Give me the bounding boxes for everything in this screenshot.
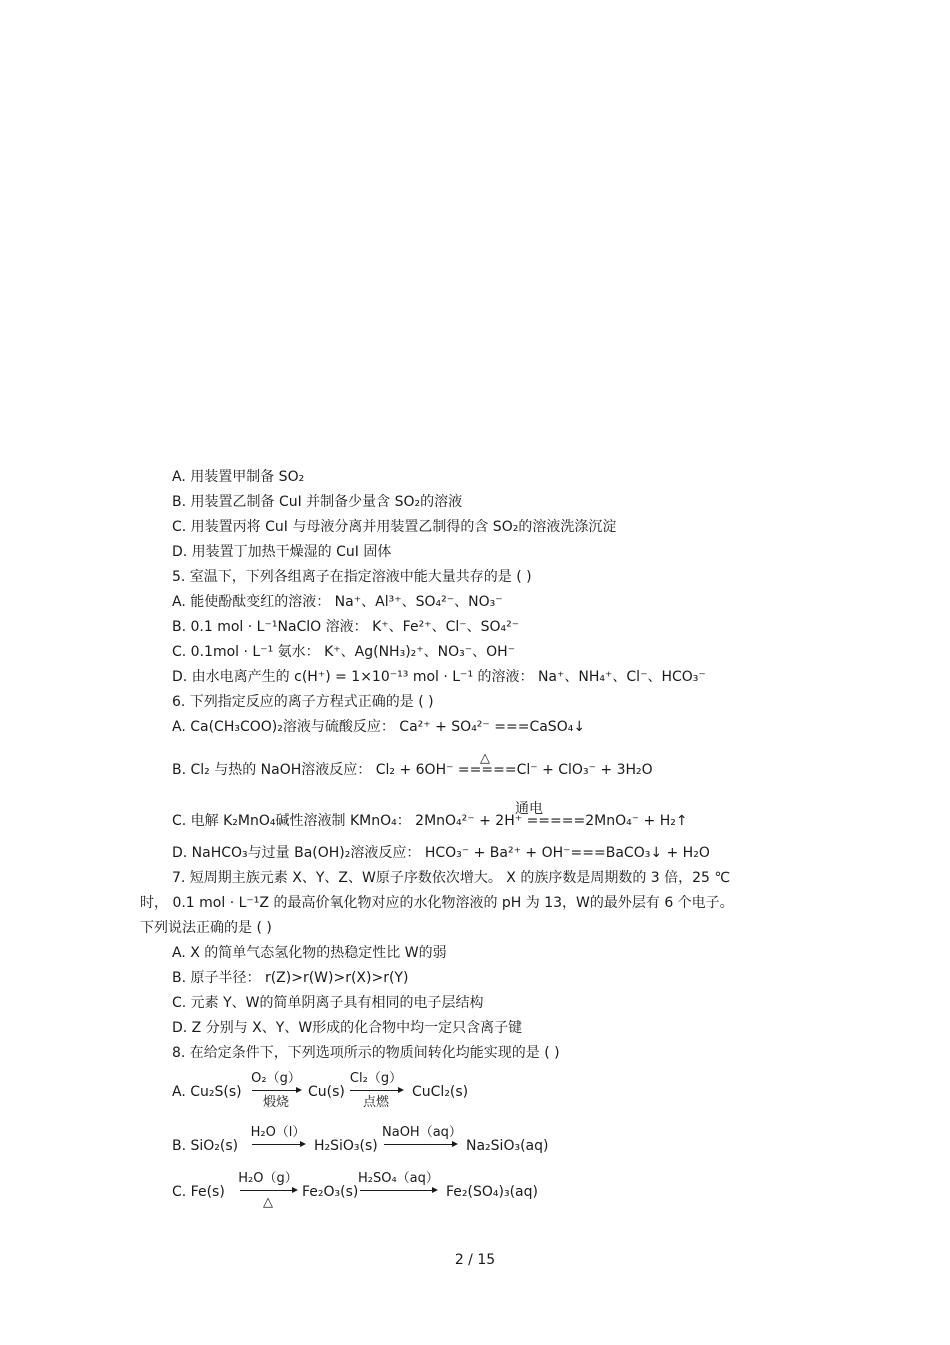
page-number: 2 / 15 xyxy=(454,1252,496,1268)
q8-b-arrow-1-top: H₂O（l） xyxy=(250,1125,306,1140)
question-7-stem-2: 时， 0.1 mol · L⁻¹Z 的最高价氧化物对应的水化物溶液的 pH 为 13，W的最外层有 6 个电子。 xyxy=(140,895,734,911)
q6-option-b: B. Cl₂ 与热的 NaOH溶液反应： Cl₂ + 6OH⁻ =====Cl⁻ + ClO₃⁻ + 3H₂O xyxy=(172,762,653,778)
q5-option-a: A. 能使酚酞变红的溶液： Na⁺、Al³⁺、SO₄²⁻、NO₃⁻ xyxy=(172,594,503,610)
q7-option-b: B. 原子半径： r(Z)>r(W)>r(X)>r(Y) xyxy=(172,970,409,986)
q8-c-arrow-1-top: H₂O（g） xyxy=(238,1171,298,1186)
q6-option-c: C. 电解 K₂MnO₄碱性溶液制 KMnO₄： 2MnO₄²⁻ + 2H⁺ =====2MnO₄⁻ + H₂↑ xyxy=(172,813,688,829)
q7-option-c: C. 元素 Y、W的简单阴离子具有相同的电子层结构 xyxy=(172,995,484,1011)
q8-c-end: Fe₂(SO₄)₃(aq) xyxy=(446,1184,538,1200)
q6-option-d: D. NaHCO₃与过量 Ba(OH)₂溶液反应： HCO₃⁻ + Ba²⁺ + OH⁻===BaCO₃↓ + H₂O xyxy=(172,845,710,861)
reaction-arrow-icon xyxy=(358,1187,438,1195)
question-8-stem: 8. 在给定条件下，下列选项所示的物质间转化均能实现的是 ( ) xyxy=(172,1045,560,1061)
q6-option-a: A. Ca(CH₃COO)₂溶液与硫酸反应： Ca²⁺ + SO₄²⁻ ===CaSO₄↓ xyxy=(172,719,586,735)
q6-option-c-condition: 通电 xyxy=(515,801,543,817)
q8-b-mid: H₂SiO₃(s) xyxy=(314,1138,378,1154)
q6-option-b-condition: △ xyxy=(480,751,490,766)
q8-a-mid: Cu(s) xyxy=(308,1084,345,1100)
q8-b-arrow-1 xyxy=(250,1125,306,1149)
q8-b-arrow-2-top: NaOH（aq） xyxy=(382,1125,462,1140)
q8-c-arrow-2 xyxy=(358,1171,438,1195)
q8-a-arrow-2-top: Cl₂（g） xyxy=(349,1071,403,1086)
q8-a-start: A. Cu₂S(s) xyxy=(172,1084,242,1100)
option-c-text: C. 用装置丙将 CuI 与母液分离并用装置乙制得的含 SO₂的溶液洗涤沉淀 xyxy=(172,519,617,535)
option-b-text: B. 用装置乙制备 CuI 并制备少量含 SO₂的溶液 xyxy=(172,494,463,510)
q8-a-arrow-1-top: O₂（g） xyxy=(251,1071,301,1086)
question-6-stem: 6. 下列指定反应的离子方程式正确的是 ( ) xyxy=(172,694,434,710)
reaction-arrow-icon xyxy=(382,1141,458,1149)
q8-a-arrow-2-bottom: 点燃 xyxy=(362,1095,389,1110)
reaction-arrow-icon xyxy=(250,1087,302,1095)
option-d-text: D. 用装置丁加热干燥湿的 CuI 固体 xyxy=(172,544,392,560)
q8-a-arrow-1-bottom: 煅烧 xyxy=(262,1095,289,1110)
q8-c-arrow-2-top: H₂SO₄（aq） xyxy=(358,1171,439,1186)
reaction-arrow-icon xyxy=(238,1187,298,1195)
question-7-stem-1: 7. 短周期主族元素 X、Y、Z、W原子序数依次增大。 X 的族序数是周期数的 3 倍，25 ℃ xyxy=(172,870,731,886)
q8-c-arrow-1-bottom: △ xyxy=(263,1195,273,1210)
q8-b-start: B. SiO₂(s) xyxy=(172,1138,239,1154)
question-5-stem: 5. 室温下，下列各组离子在指定溶液中能大量共存的是 ( ) xyxy=(172,569,532,585)
reaction-arrow-icon xyxy=(250,1141,306,1149)
q5-option-d: D. 由水电离产生的 c(H⁺) = 1×10⁻¹³ mol · L⁻¹ 的溶液： Na⁺、NH₄⁺、Cl⁻、HCO₃⁻ xyxy=(172,669,706,685)
reaction-arrow-icon xyxy=(348,1087,404,1095)
q8-b-end: Na₂SiO₃(aq) xyxy=(466,1138,549,1154)
q8-c-arrow-1 xyxy=(238,1171,298,1211)
question-7-stem-3: 下列说法正确的是 ( ) xyxy=(140,920,272,936)
q8-b-arrow-2 xyxy=(382,1125,462,1149)
q8-a-end: CuCl₂(s) xyxy=(412,1084,469,1100)
option-a-text: A. 用装置甲制备 SO₂ xyxy=(172,469,305,485)
q8-a-arrow-2 xyxy=(348,1071,404,1111)
q7-option-a: A. X 的简单气态氢化物的热稳定性比 W的弱 xyxy=(172,945,447,961)
q5-option-b: B. 0.1 mol · L⁻¹NaClO 溶液： K⁺、Fe²⁺、Cl⁻、SO₄²⁻ xyxy=(172,619,520,635)
q8-a-arrow-1 xyxy=(250,1071,302,1111)
q5-option-c: C. 0.1mol · L⁻¹ 氨水： K⁺、Ag(NH₃)₂⁺、NO₃⁻、OH⁻ xyxy=(172,644,516,660)
q8-c-start: C. Fe(s) xyxy=(172,1184,225,1200)
q8-c-mid: Fe₂O₃(s) xyxy=(302,1184,359,1200)
q7-option-d: D. Z 分别与 X、Y、W形成的化合物中均一定只含离子键 xyxy=(172,1020,523,1036)
